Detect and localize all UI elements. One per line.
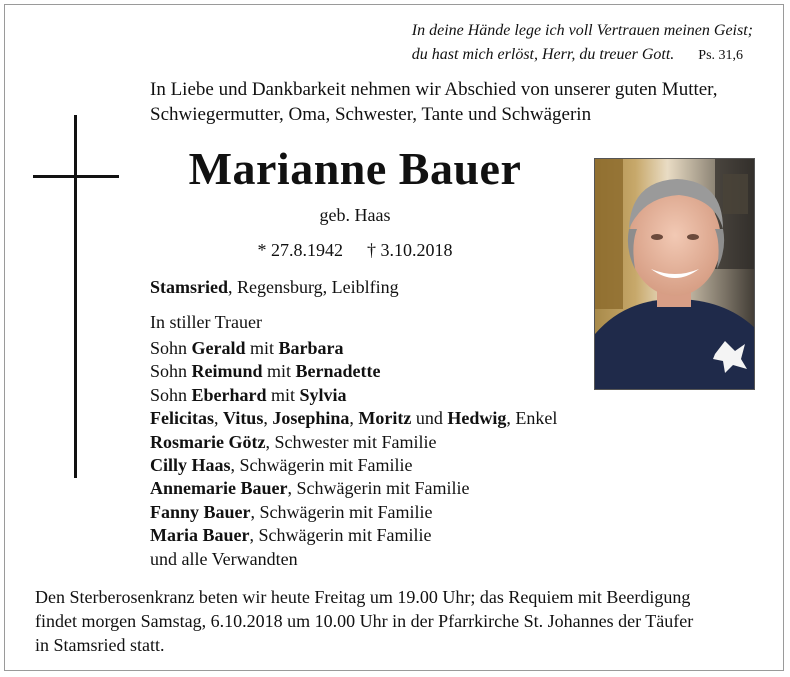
mourner-text: , Schwägerin mit Familie — [250, 501, 433, 522]
service-line-1: Den Sterberosenkranz beten wir heute Freitag um 19.00 Uhr; das Requiem mit Beerdigung — [35, 587, 691, 607]
service-line-2: findet morgen Samstag, 6.10.2018 um 10.00 Uhr in der Pfarrkirche St. Johannes der Täufer — [35, 611, 694, 631]
mourner-name: Moritz — [358, 408, 412, 429]
mourner-text: , Schwägerin mit Familie — [287, 478, 470, 499]
bible-verse — [412, 19, 753, 68]
birth-date: * 27.8.1942 — [257, 240, 343, 260]
mourner-line — [150, 524, 557, 547]
mourner-line — [150, 337, 557, 360]
deceased-name: Marianne Bauer — [188, 143, 522, 194]
mourner-text: Sohn — [150, 361, 192, 382]
service-line-3: in Stamsried statt. — [35, 635, 165, 655]
mourner-text: Sohn — [150, 384, 192, 405]
mourner-line — [150, 454, 557, 477]
mourners-list — [150, 337, 557, 571]
mourner-name: Maria Bauer — [150, 525, 250, 546]
mourner-name: Hedwig — [447, 408, 507, 429]
mourner-name: Eberhard — [191, 384, 267, 405]
mourner-text: mit — [266, 384, 300, 405]
mourner-name: Cilly Haas — [150, 455, 231, 476]
life-dates — [105, 238, 605, 262]
obituary-card — [4, 4, 784, 671]
mourner-line — [150, 360, 557, 383]
mourner-name: Gerald — [191, 338, 246, 358]
intro-text — [150, 77, 760, 127]
mourner-name: Bernadette — [295, 361, 381, 382]
mourner-name: Barbara — [278, 338, 344, 358]
service-info — [35, 585, 775, 657]
mourner-text: , Schwester mit Familie — [265, 431, 437, 452]
portrait-photo — [594, 158, 755, 390]
maiden-name: geb. Haas — [319, 205, 391, 225]
mourner-text: und alle Verwandten — [150, 548, 298, 569]
mourner-name: Sylvia — [299, 384, 347, 405]
mourner-text: mit — [262, 361, 296, 382]
mourner-text: , Enkel — [506, 408, 558, 429]
place-rest: , Regensburg, Leiblfing — [228, 277, 399, 297]
mourner-name: Rosmarie Götz — [150, 431, 266, 452]
mourner-line — [150, 501, 557, 524]
mourner-text: , Schwägerin mit Familie — [249, 525, 432, 546]
portrait-image — [595, 159, 755, 390]
mourner-name: Reimund — [191, 361, 263, 382]
places — [150, 275, 399, 299]
mourner-text: mit — [245, 338, 279, 358]
mourner-name: Vitus — [222, 408, 264, 429]
mourner-text: und — [411, 408, 448, 429]
mourner-name: Felicitas — [150, 408, 214, 429]
mourner-name: Josephina — [272, 408, 350, 429]
intro-line-1: In Liebe und Dankbarkeit nehmen wir Abschied von unserer guten Mutter, — [150, 79, 718, 100]
mourner-line — [150, 407, 557, 430]
mourner-text: , — [263, 408, 273, 429]
place-main: Stamsried — [150, 277, 228, 297]
mourning-title: In stiller Trauer — [150, 312, 262, 332]
verse-reference: Ps. 31,6 — [698, 48, 744, 63]
mourner-line — [150, 477, 557, 500]
verse-line-2: du hast mich erlöst, Herr, du treuer Gott. Ps. 31,6 — [411, 46, 744, 63]
mourner-text: Sohn — [150, 338, 192, 358]
mourner-name: Fanny Bauer — [150, 501, 251, 522]
mourner-text: , — [213, 408, 223, 429]
verse-line-1: In deine Hände lege ich voll Vertrauen meinen Geist; — [411, 22, 753, 39]
cross-vertical-bar — [74, 115, 77, 478]
death-date: † 3.10.2018 — [367, 240, 453, 260]
mourner-text: , Schwägerin mit Familie — [230, 455, 413, 476]
mourner-line — [150, 431, 557, 454]
mourner-line — [150, 548, 557, 571]
intro-line-2: Schwiegermutter, Oma, Schwester, Tante und Schwägerin — [150, 104, 592, 125]
mourner-text: , — [349, 408, 359, 429]
mourner-name: Annemarie Bauer — [150, 478, 288, 499]
mourner-line — [150, 384, 557, 407]
